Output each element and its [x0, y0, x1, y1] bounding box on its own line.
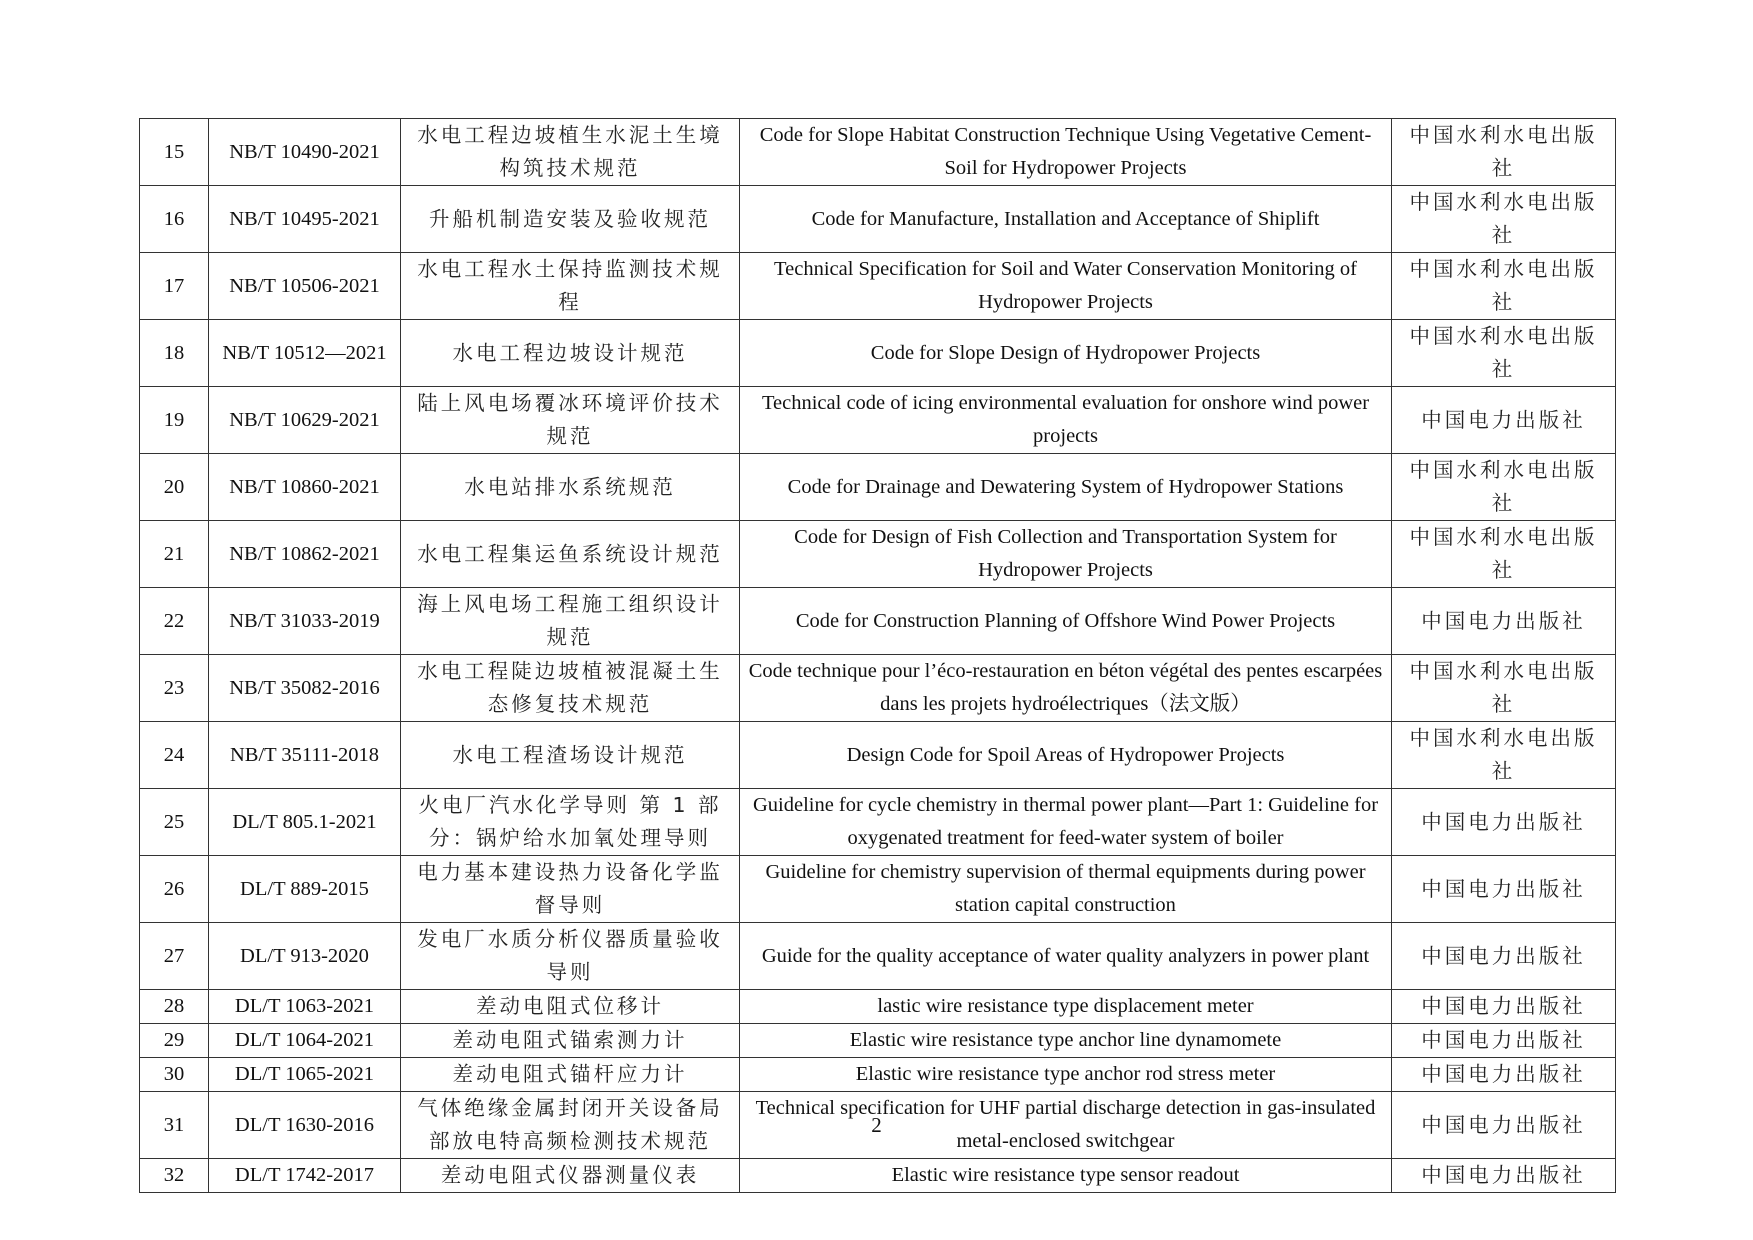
row-number-cell: 19: [140, 387, 209, 454]
chinese-title-cell: 水电工程边坡设计规范: [401, 320, 740, 387]
publisher-cell: 中国电力出版社: [1392, 923, 1616, 990]
table-row: [140, 521, 1616, 588]
english-title-cell: Guide for the quality acceptance of water quality analyzers in power plant: [740, 923, 1392, 990]
chinese-title-cell: 差动电阻式锚索测力计: [401, 1024, 740, 1058]
standard-code-cell: NB/T 10862-2021: [209, 521, 401, 588]
chinese-title-cell: 气体绝缘金属封闭开关设备局部放电特高频检测技术规范: [401, 1092, 740, 1159]
table-row: [140, 588, 1616, 655]
standard-code-cell: NB/T 10495-2021: [209, 186, 401, 253]
chinese-title-cell: 差动电阻式仪器测量仪表: [401, 1159, 740, 1193]
chinese-title-cell: 发电厂水质分析仪器质量验收导则: [401, 923, 740, 990]
table-row: [140, 990, 1616, 1024]
table-row: [140, 387, 1616, 454]
row-number-cell: 24: [140, 722, 209, 789]
table-row: [140, 722, 1616, 789]
publisher-cell: 中国水利水电出版社: [1392, 521, 1616, 588]
english-title-cell: Elastic wire resistance type anchor rod stress meter: [740, 1058, 1392, 1092]
standard-code-cell: DL/T 1630-2016: [209, 1092, 401, 1159]
publisher-cell: 中国电力出版社: [1392, 990, 1616, 1024]
english-title-cell: Design Code for Spoil Areas of Hydropower Projects: [740, 722, 1392, 789]
row-number-cell: 30: [140, 1058, 209, 1092]
row-number-cell: 25: [140, 789, 209, 856]
table-row: [140, 1159, 1616, 1193]
english-title-cell: Technical Specification for Soil and Water Conservation Monitoring of Hydropower Projects: [740, 253, 1392, 320]
row-number-cell: 15: [140, 119, 209, 186]
row-number-cell: 26: [140, 856, 209, 923]
table-row: [140, 119, 1616, 186]
english-title-cell: Code for Manufacture, Installation and Acceptance of Shiplift: [740, 186, 1392, 253]
standard-code-cell: NB/T 10860-2021: [209, 454, 401, 521]
publisher-cell: 中国水利水电出版社: [1392, 320, 1616, 387]
english-title-cell: Elastic wire resistance type sensor readout: [740, 1159, 1392, 1193]
english-title-cell: Elastic wire resistance type anchor line dynamomete: [740, 1024, 1392, 1058]
publisher-cell: 中国电力出版社: [1392, 789, 1616, 856]
chinese-title-cell: 水电工程水土保持监测技术规程: [401, 253, 740, 320]
publisher-cell: 中国电力出版社: [1392, 1058, 1616, 1092]
standard-code-cell: NB/T 31033-2019: [209, 588, 401, 655]
standard-code-cell: NB/T 10506-2021: [209, 253, 401, 320]
chinese-title-cell: 海上风电场工程施工组织设计规范: [401, 588, 740, 655]
english-title-cell: Technical specification for UHF partial discharge detection in gas-insulated metal-enclosed switchgear: [740, 1092, 1392, 1159]
row-number-cell: 22: [140, 588, 209, 655]
standard-code-cell: NB/T 35111-2018: [209, 722, 401, 789]
english-title-cell: Guideline for cycle chemistry in thermal power plant—Part 1: Guideline for oxygenated treatment for feed-water system of boiler: [740, 789, 1392, 856]
standard-code-cell: DL/T 913-2020: [209, 923, 401, 990]
row-number-cell: 31: [140, 1092, 209, 1159]
english-title-cell: Code for Drainage and Dewatering System of Hydropower Stations: [740, 454, 1392, 521]
standard-code-cell: DL/T 805.1-2021: [209, 789, 401, 856]
table-row: [140, 320, 1616, 387]
english-title-cell: Guideline for chemistry supervision of thermal equipments during power station capital construction: [740, 856, 1392, 923]
standards-table-body: [140, 119, 1616, 1193]
english-title-cell: Code for Slope Design of Hydropower Projects: [740, 320, 1392, 387]
page-number: 2: [871, 1113, 882, 1137]
standard-code-cell: NB/T 35082-2016: [209, 655, 401, 722]
row-number-cell: 29: [140, 1024, 209, 1058]
english-title-cell: Code for Design of Fish Collection and Transportation System for Hydropower Projects: [740, 521, 1392, 588]
row-number-cell: 28: [140, 990, 209, 1024]
chinese-title-cell: 电力基本建设热力设备化学监督导则: [401, 856, 740, 923]
publisher-cell: 中国水利水电出版社: [1392, 186, 1616, 253]
standard-code-cell: DL/T 889-2015: [209, 856, 401, 923]
row-number-cell: 17: [140, 253, 209, 320]
table-row: [140, 856, 1616, 923]
table-row: [140, 1024, 1616, 1058]
table-row: [140, 655, 1616, 722]
standard-code-cell: NB/T 10490-2021: [209, 119, 401, 186]
chinese-title-cell: 水电站排水系统规范: [401, 454, 740, 521]
publisher-cell: 中国电力出版社: [1392, 1092, 1616, 1159]
table-row: [140, 186, 1616, 253]
publisher-cell: 中国水利水电出版社: [1392, 722, 1616, 789]
publisher-cell: 中国水利水电出版社: [1392, 253, 1616, 320]
chinese-title-cell: 水电工程集运鱼系统设计规范: [401, 521, 740, 588]
table-row: [140, 789, 1616, 856]
row-number-cell: 16: [140, 186, 209, 253]
publisher-cell: 中国水利水电出版社: [1392, 454, 1616, 521]
table-row: [140, 454, 1616, 521]
standard-code-cell: DL/T 1065-2021: [209, 1058, 401, 1092]
chinese-title-cell: 差动电阻式位移计: [401, 990, 740, 1024]
publisher-cell: 中国电力出版社: [1392, 387, 1616, 454]
publisher-cell: 中国电力出版社: [1392, 1159, 1616, 1193]
publisher-cell: 中国电力出版社: [1392, 1024, 1616, 1058]
chinese-title-cell: 水电工程陡边坡植被混凝土生态修复技术规范: [401, 655, 740, 722]
chinese-title-cell: 差动电阻式锚杆应力计: [401, 1058, 740, 1092]
row-number-cell: 18: [140, 320, 209, 387]
publisher-cell: 中国电力出版社: [1392, 856, 1616, 923]
english-title-cell: Code for Construction Planning of Offshore Wind Power Projects: [740, 588, 1392, 655]
english-title-cell: Code technique pour l’éco-restauration en béton végétal des pentes escarpées dans les projets hydroélectriques（法文版）: [740, 655, 1392, 722]
standard-code-cell: NB/T 10629-2021: [209, 387, 401, 454]
english-title-cell: Code for Slope Habitat Construction Technique Using Vegetative Cement-Soil for Hydropower Projects: [740, 119, 1392, 186]
publisher-cell: 中国电力出版社: [1392, 588, 1616, 655]
publisher-cell: 中国水利水电出版社: [1392, 655, 1616, 722]
english-title-cell: Technical code of icing environmental evaluation for onshore wind power projects: [740, 387, 1392, 454]
row-number-cell: 27: [140, 923, 209, 990]
chinese-title-cell: 火电厂汽水化学导则 第 1 部分：锅炉给水加氧处理导则: [401, 789, 740, 856]
chinese-title-cell: 水电工程边坡植生水泥土生境构筑技术规范: [401, 119, 740, 186]
chinese-title-cell: 水电工程渣场设计规范: [401, 722, 740, 789]
english-title-cell: lastic wire resistance type displacement meter: [740, 990, 1392, 1024]
chinese-title-cell: 升船机制造安装及验收规范: [401, 186, 740, 253]
standards-table: [139, 118, 1616, 1193]
row-number-cell: 23: [140, 655, 209, 722]
row-number-cell: 21: [140, 521, 209, 588]
chinese-title-cell: 陆上风电场覆冰环境评价技术规范: [401, 387, 740, 454]
table-row: [140, 253, 1616, 320]
table-row: [140, 1058, 1616, 1092]
standard-code-cell: DL/T 1064-2021: [209, 1024, 401, 1058]
table-row: [140, 923, 1616, 990]
publisher-cell: 中国水利水电出版社: [1392, 119, 1616, 186]
row-number-cell: 32: [140, 1159, 209, 1193]
standard-code-cell: DL/T 1063-2021: [209, 990, 401, 1024]
standard-code-cell: DL/T 1742-2017: [209, 1159, 401, 1193]
standard-code-cell: NB/T 10512—2021: [209, 320, 401, 387]
row-number-cell: 20: [140, 454, 209, 521]
